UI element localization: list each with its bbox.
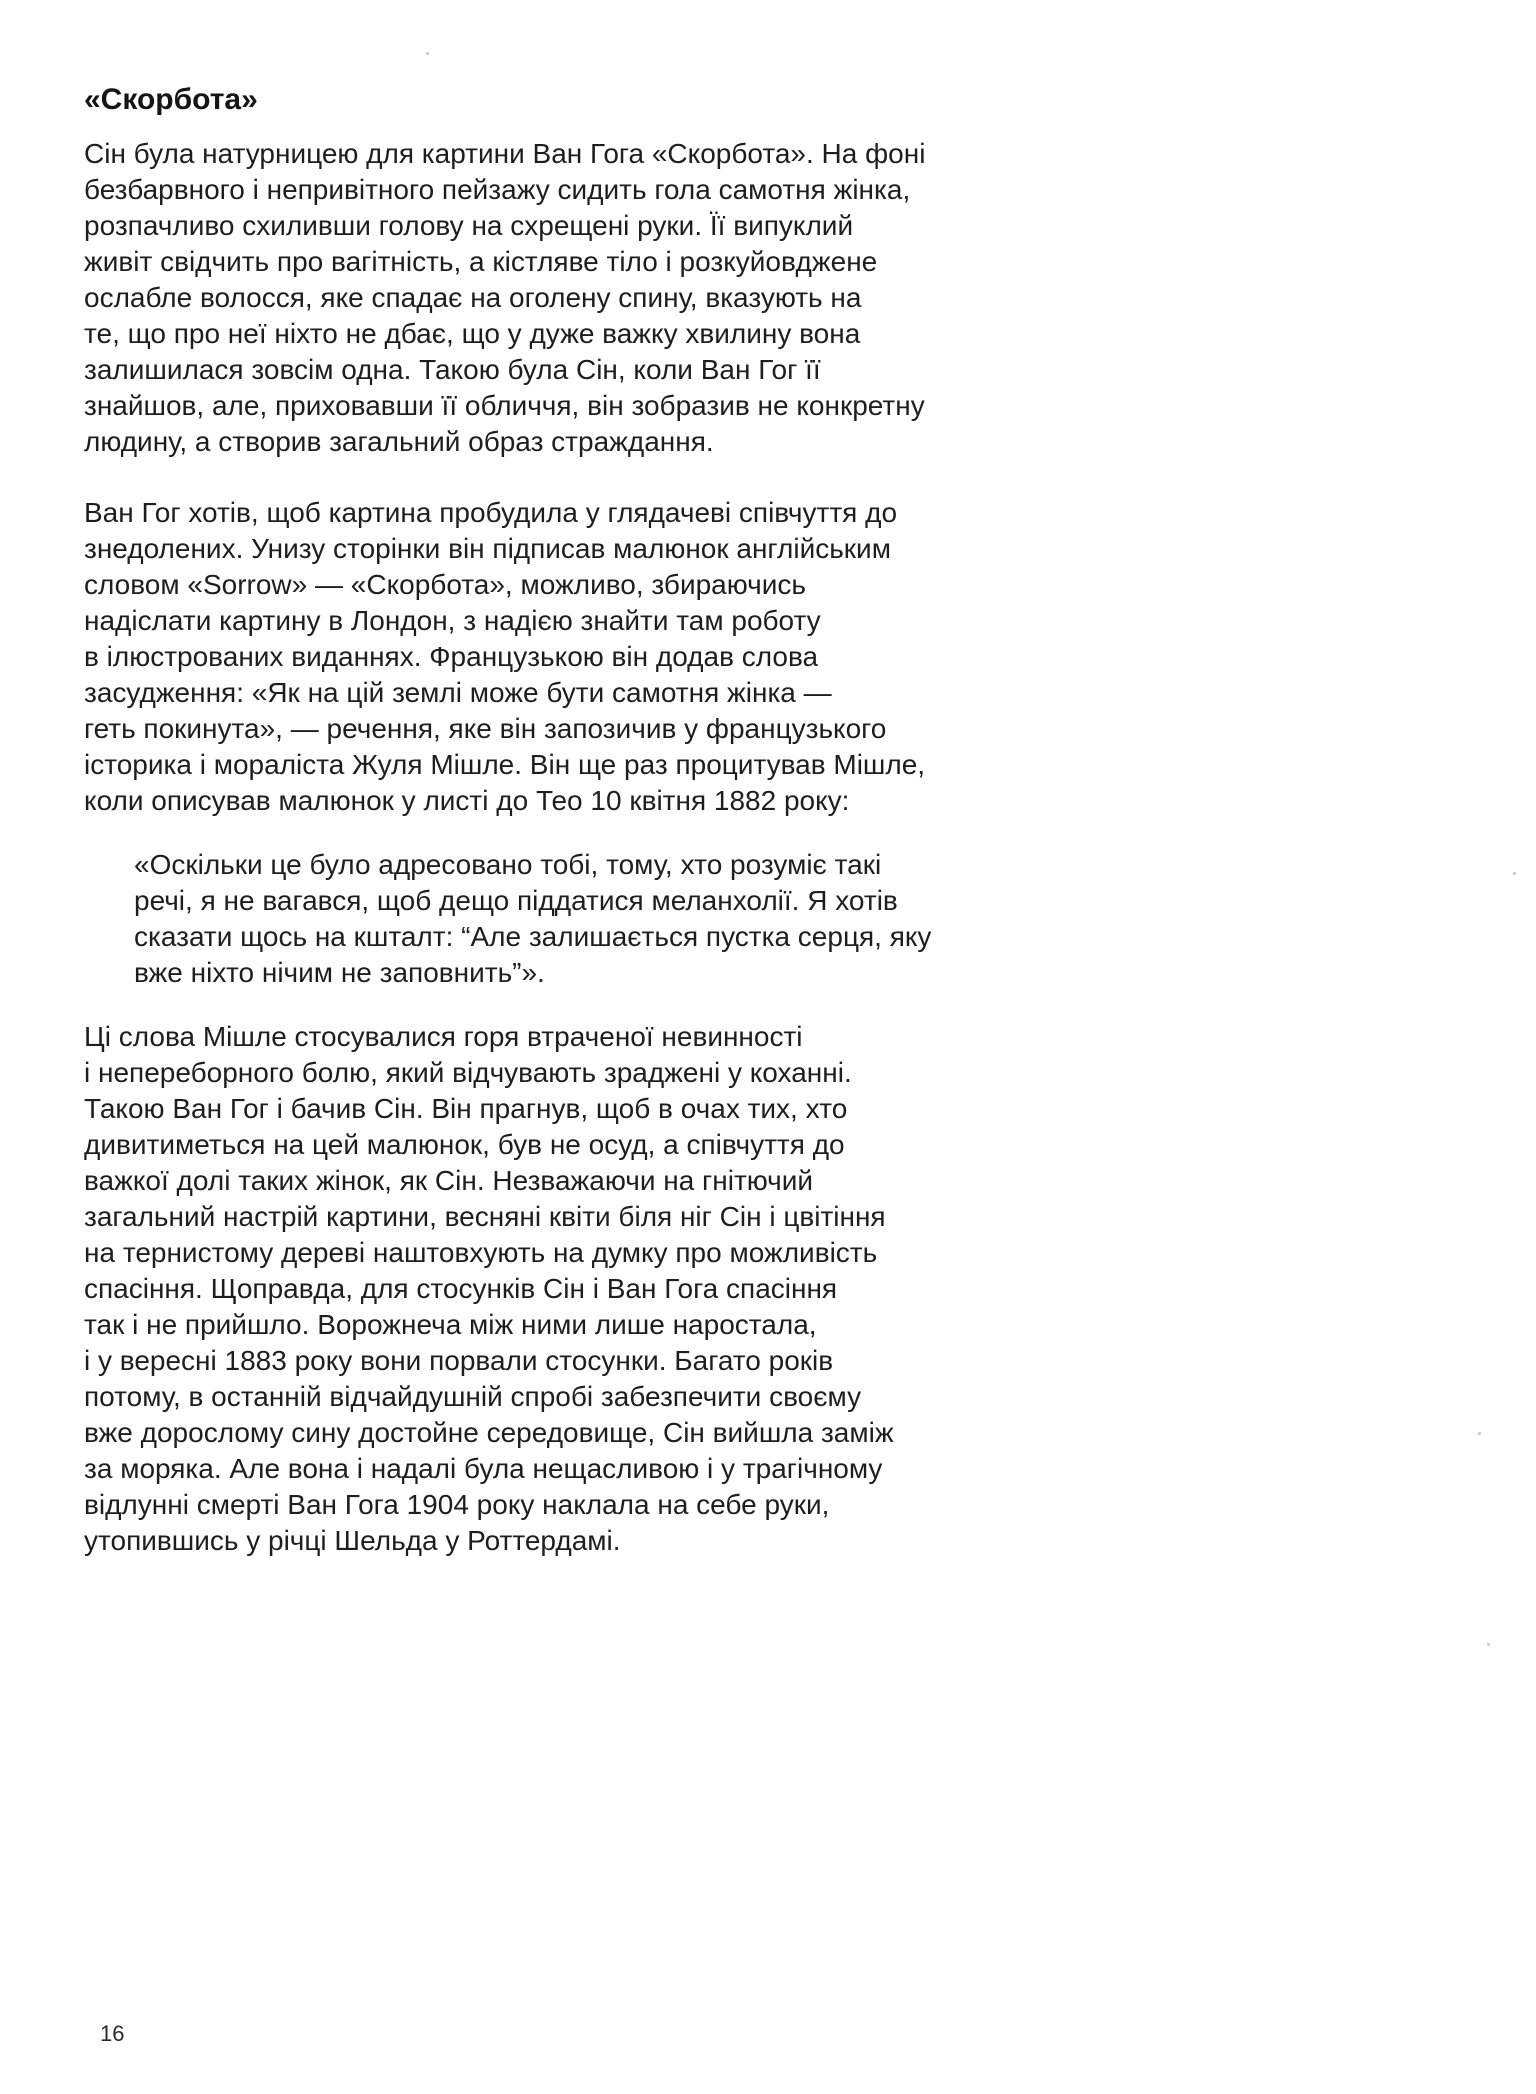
scan-speck [1513,872,1516,875]
text-line: спасіння. Щоправда, для стосунків Сін і Ван Гога спасіння [84,1273,838,1304]
text-line: залишилася зовсім одна. Такою була Сін, коли Ван Гог її [84,354,821,385]
quote-line: вже ніхто нічим не заповнить”». [134,957,545,988]
quote-line: речі, я не вагався, щоб дещо піддатися меланхолії. Я хотів [134,885,898,916]
scan-speck [1487,1643,1490,1646]
text-line: надіслати картину в Лондон, з надією знайти там роботу [84,605,821,636]
text-line: людину, а створив загальний образ страждання. [84,426,714,457]
text-line: те, що про неї ніхто не дбає, що у дуже важку хвилину вона [84,318,861,349]
text-line: на тернистому дереві наштовхують на думку про можливість [84,1237,878,1268]
section-title: «Скорбота» [84,83,258,116]
text-line: безбарвного і непривітного пейзажу сидить гола самотня жінка, [84,174,911,205]
page-number: 16 [100,2021,125,2046]
scan-speck [1478,1432,1481,1435]
text-line: знедолених. Унизу сторінки він підписав малюнок англійським [84,533,891,564]
text-line: утопившись у річці Шельда у Роттердамі. [84,1525,621,1556]
text-line: відлунні смерті Ван Гога 1904 року наклала на себе руки, [84,1489,830,1520]
text-line: вже дорослому сину достойне середовище, Сін вийшла заміж [84,1417,894,1448]
quote-line: «Оскільки це було адресовано тобі, тому, хто розуміє такі [134,849,882,880]
text-line: так і не прийшло. Ворожнеча між ними лише наростала, [84,1309,817,1340]
text-line: дивитиметься на цей малюнок, був не осуд, а співчуття до [84,1129,845,1160]
block-quote [134,847,1114,991]
text-line: засудження: «Як на цій землі може бути самотня жінка — [84,677,832,708]
quote-line: сказати щось на кшталт: “Але залишається пустка серця, яку [134,921,932,952]
text-line: знайшов, але, приховавши її обличчя, він зобразив не конкретну [84,390,925,421]
text-line: ослабле волосся, яке спадає на оголену спину, вказують на [84,282,862,313]
text-line: коли описував малюнок у листі до Тео 10 квітня 1882 року: [84,785,850,816]
paragraph-1 [84,136,1124,460]
text-line: загальний настрій картини, весняні квіти біля ніг Сін і цвітіння [84,1201,886,1232]
text-line: Ван Гог хотів, щоб картина пробудила у глядачеві співчуття до [84,497,898,528]
text-line: Такою Ван Гог і бачив Сін. Він прагнув, щоб в очах тих, хто [84,1093,848,1124]
text-line: в ілюстрованих виданнях. Французькою він додав слова [84,641,819,672]
text-line: важкої долі таких жінок, як Сін. Незважаючи на гнітючий [84,1165,814,1196]
text-line: Ці слова Мішле стосувалися горя втраченої невинності [84,1021,803,1052]
text-line: словом «Sorrow» — «Скорбота», можливо, збираючись [84,569,806,600]
text-line: живіт свідчить про вагітність, а кістляве тіло і розкуйовджене [84,246,878,277]
text-line: потому, в останній відчайдушній спробі забезпечити своєму [84,1381,862,1412]
text-line: за моряка. Але вона і надалі була нещасливою і у трагічному [84,1453,883,1484]
text-line: розпачливо схиливши голову на схрещені руки. Її випуклий [84,210,854,241]
scan-speck [426,52,429,55]
paragraph-3 [84,1019,1124,1559]
text-line: геть покинута», — речення, яке він запозичив у французького [84,713,887,744]
text-line: і у вересні 1883 року вони порвали стосунки. Багато років [84,1345,834,1376]
paragraph-2 [84,495,1124,819]
text-line: і непереборного болю, який відчувають зраджені у коханні. [84,1057,852,1088]
text-line: історика і мораліста Жуля Мішле. Він ще раз процитував Мішле, [84,749,926,780]
text-line: Сін була натурницею для картини Ван Гога «Скорбота». На фоні [84,138,926,169]
